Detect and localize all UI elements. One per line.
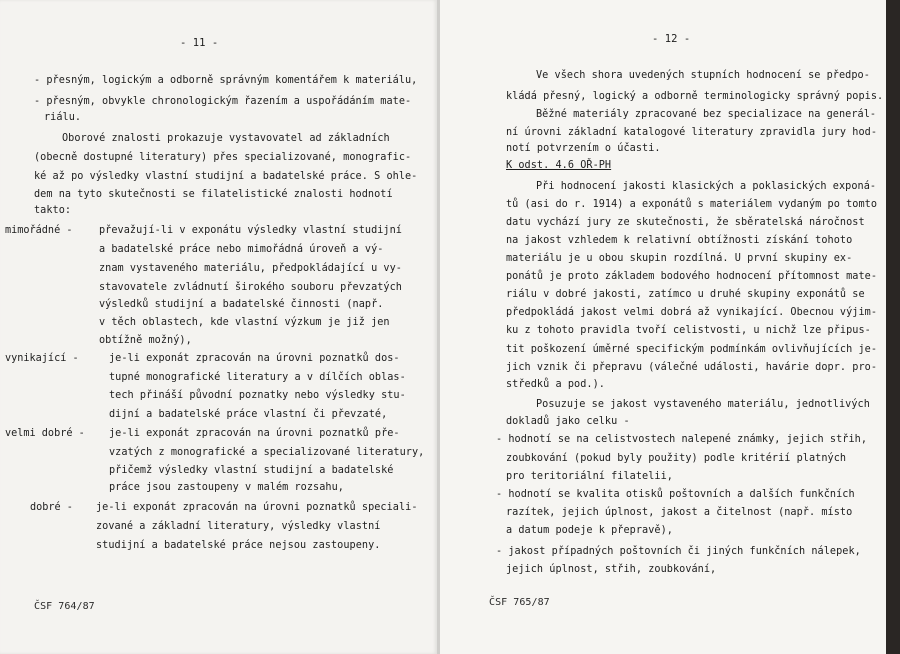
text-line: riálu v dobré jakosti, zatímco u druhé skupiny exponátů se [506, 289, 865, 300]
page-footer: ČSF 764/87 [34, 601, 95, 612]
text-line: tech přináší původní poznatky nebo výsledky stu- [109, 390, 406, 401]
text-line: studijní a badatelské práce nejsou zastoupeny. [96, 540, 381, 551]
text-line: v těch oblastech, kde vlastní výzkum je již jen [99, 317, 390, 328]
right-page [440, 0, 886, 654]
text-line: a badatelské práce nebo mimořádná úroveň a vý- [99, 244, 384, 255]
grade-label: velmi dobré - [5, 428, 85, 439]
text-line: je-li exponát zpracován na úrovni poznatků speciali- [96, 502, 418, 513]
text-line: předpokládá jakost velmi dobrá až vynikající. Obecnou výjim- [506, 307, 878, 318]
text-line: obtížně možný), [99, 335, 192, 346]
grade-label: vynikající - [5, 353, 79, 364]
text-line: dokladů jako celku - [506, 416, 630, 427]
text-line: materiálu je u obou skupin rozdílná. U první skupiny ex- [506, 253, 853, 264]
text-line: převažují-li v exponátu výsledky vlastní studijní [99, 225, 402, 236]
text-line: dem na tyto skutečnosti se filatelistické znalosti hodnotí [34, 189, 393, 200]
text-line: tupné monografické literatury a v dílčích oblas- [109, 372, 406, 383]
text-line: Při hodnocení jakosti klasických a poklasických exponá- [536, 181, 877, 192]
text-line: razítek, jejich úplnost, jakost a čitelnost (např. místo [506, 507, 853, 518]
text-line: ké až po výsledky vlastní studijní a badatelské práce. S ohle- [34, 171, 418, 182]
text-line: jejich úplnost, střih, zoubkování, [506, 564, 717, 575]
page-number: - 11 - [180, 37, 219, 49]
text-line: Oborové znalosti prokazuje vystavovatel ad základních [62, 133, 390, 144]
text-line: riálu. [44, 112, 82, 123]
text-line: zoubkování (pokud byly použity) podle kritérií platných [506, 453, 847, 464]
text-line: zované a základní literatury, výsledky vlastní [96, 521, 381, 532]
text-line: je-li exponát zpracován na úrovni poznatků dos- [109, 353, 400, 364]
left-page [0, 0, 437, 654]
page-footer: ČSF 765/87 [489, 597, 550, 608]
text-line: ní úrovni základní katalogové literatury zpravidla jury hod- [506, 127, 878, 138]
text-line: Posuzuje se jakost vystaveného materiálu, jednotlivých [536, 399, 870, 410]
text-line: (obecně dostupné literatury) přes specializované, monografic- [34, 152, 412, 163]
text-line: a datum podeje k přepravě), [506, 525, 673, 536]
text-line: - přesným, obvykle chronologickým řazením a uspořádáním mate- [34, 96, 412, 107]
text-line: takto: [34, 205, 72, 216]
text-line: notí potvrzením o účasti. [506, 143, 661, 154]
text-line: - jakost případných poštovních či jiných funkčních nálepek, [496, 546, 861, 557]
text-line: přičemž výsledky vlastní studijní a badatelské [109, 465, 394, 476]
text-line: znam vystaveného materiálu, předpokládající u vy- [99, 263, 402, 274]
text-line: na jakost vzhledem k relativní obtížnosti získání tohoto [506, 235, 853, 246]
text-line: tit poškození úměrné specifickým podmínkám ovlivňujících je- [506, 344, 878, 355]
text-line: stavovatele zvládnutí širokého souboru převzatých [99, 282, 402, 293]
text-line: kládá přesný, logický a odborně terminologicky správný popis. [506, 91, 884, 102]
text-line: Ve všech shora uvedených stupních hodnocení se předpo- [536, 70, 870, 81]
text-line: vzatých z monografické a specializované literatury, [109, 447, 425, 458]
text-line: ponátů je proto základem bodového hodnocení přítomnost mate- [506, 271, 878, 282]
grade-label: dobré - [30, 502, 73, 513]
text-line: - hodnotí se kvalita otisků poštovních a dalších funkčních [496, 489, 855, 500]
text-line: pro teritoriální filatelii, [506, 471, 673, 482]
text-line: - přesným, logickým a odborně správným komentářem k materiálu, [34, 75, 418, 86]
text-line: datu vychází jury ze skutečnosti, že sběratelská náročnost [506, 217, 865, 228]
page-edge [886, 0, 900, 654]
text-line: dijní a badatelské práce vlastní či převzaté, [109, 409, 388, 420]
text-line: tů (asi do r. 1914) a exponátů s materiálem vydaným po tomto [506, 199, 878, 210]
text-line: práce jsou zastoupeny v malém rozsahu, [109, 482, 344, 493]
text-line: Běžné materiály zpracované bez specializace na generál- [536, 109, 877, 120]
text-line: výsledků studijní a badatelské činnosti (např. [99, 299, 384, 310]
text-line: je-li exponát zpracován na úrovni poznatků pře- [109, 428, 400, 439]
text-line: jich vznik či přepravu (válečné události, havárie dopr. pro- [506, 362, 878, 373]
text-line: - hodnotí se na celistvostech nalepené známky, jejich střih, [496, 434, 868, 445]
section-heading: K odst. 4.6 OŘ-PH [506, 160, 612, 171]
grade-label: mimořádné - [5, 225, 73, 236]
text-line: středků a pod.). [506, 379, 605, 390]
page-number: - 12 - [652, 33, 691, 45]
text-line: ku z tohoto pravidla tvoří celistvosti, u nichž lze připus- [506, 325, 871, 336]
